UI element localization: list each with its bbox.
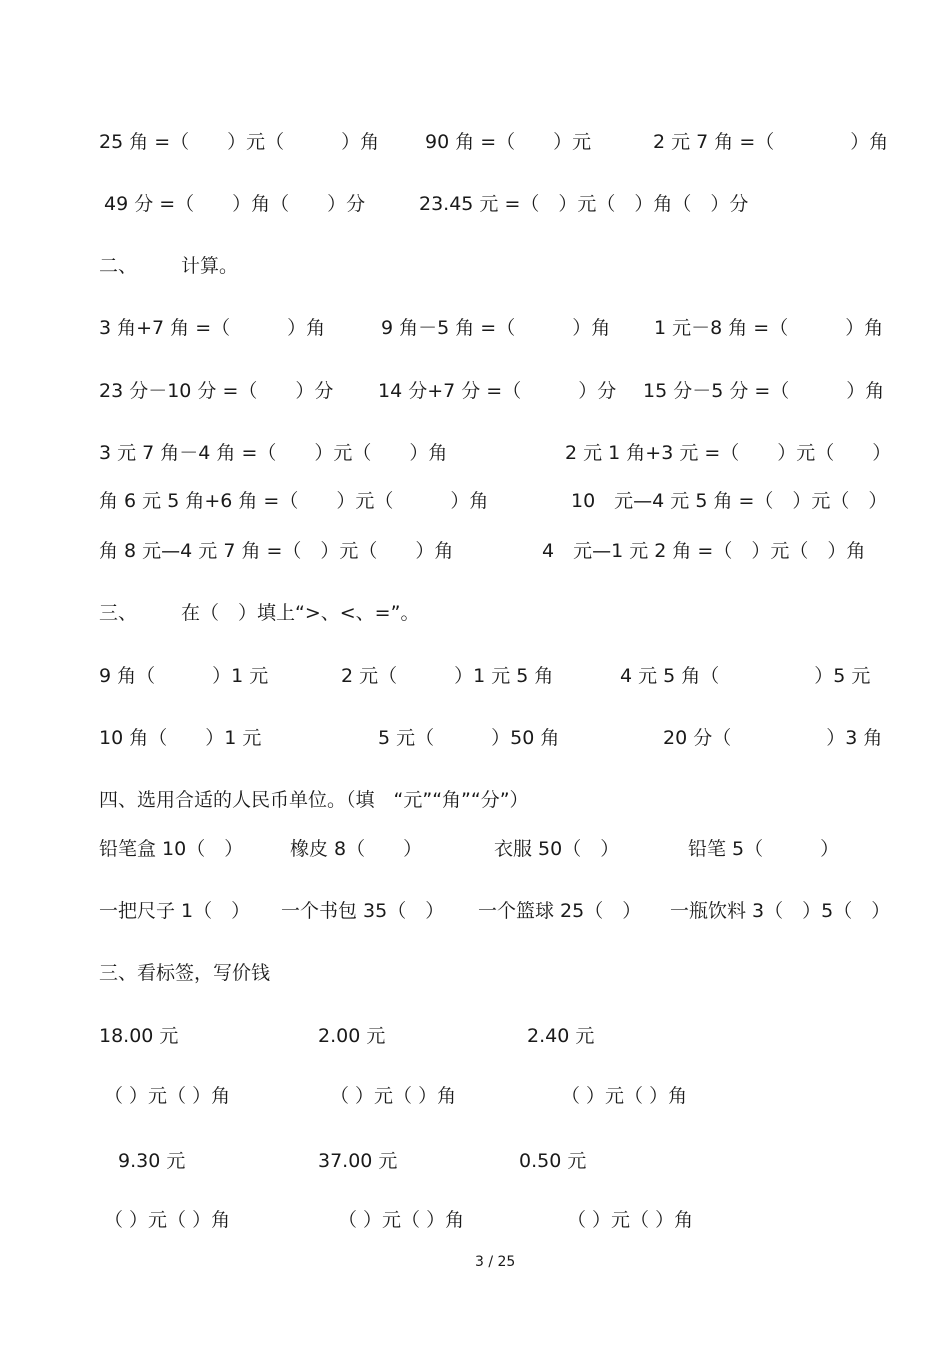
- worksheet-text-l04-1: 3 角+7 角 =（ ）角: [99, 317, 326, 339]
- worksheet-text-l01-2: 90 角 =（ ）元: [425, 131, 592, 153]
- worksheet-text-l04-2: 9 角－5 角 =（ ）角: [381, 317, 611, 339]
- worksheet-text-l05-3: 15 分－5 分 =（ ）角: [643, 380, 885, 402]
- worksheet-text-l19-1: （ ）元（ ）角: [104, 1209, 231, 1231]
- worksheet-text-l10-1: 9 角（ ）1 元: [99, 665, 269, 687]
- worksheet-text-l16-1: 18.00 元: [99, 1025, 179, 1047]
- worksheet-text-l18-2: 37.00 元: [318, 1150, 398, 1172]
- worksheet-text-l14-4: 一瓶饮料 3（ ）5（ ）: [670, 900, 891, 922]
- worksheet-text-l02-2: 23.45 元 =（ ）元（ ）角（ ）分: [419, 193, 749, 215]
- worksheet-text-l11-2: 5 元（ ）50 角: [378, 727, 560, 749]
- worksheet-text-l19-2: （ ）元（ ）角: [338, 1209, 465, 1231]
- worksheet-text-l18-3: 0.50 元: [519, 1150, 587, 1172]
- worksheet-text-l06-2: 2 元 1 角+3 元 =（ ）元（ ）: [565, 442, 892, 464]
- worksheet-text-l03-1: 二、: [99, 255, 138, 277]
- worksheet-text-l17-1: （ ）元（ ）角: [104, 1085, 231, 1107]
- worksheet-text-l17-3: （ ）元（ ）角: [561, 1085, 688, 1107]
- worksheet-text-l07-2: 10 元—4 元 5 角 =（ ）元（ ）: [571, 490, 888, 512]
- worksheet-text-l13-3: 衣服 50（ ）: [494, 838, 620, 860]
- worksheet-text-l16-2: 2.00 元: [318, 1025, 386, 1047]
- worksheet-text-l12-1: 四、选用合适的人民币单位。（填 “元”“角”“分”）: [99, 789, 529, 811]
- worksheet-text-l09-2: 在（ ）填上“>、<、=”。: [181, 602, 420, 624]
- page-number: 3 / 25: [475, 1254, 516, 1270]
- worksheet-text-l18-1: 9.30 元: [118, 1150, 186, 1172]
- worksheet-text-l06-1: 3 元 7 角－4 角 =（ ）元（ ）角: [99, 442, 448, 464]
- worksheet-text-l17-2: （ ）元（ ）角: [330, 1085, 457, 1107]
- worksheet-text-l08-2: 4 元—1 元 2 角 =（ ）元（ ）角: [542, 540, 866, 562]
- worksheet-text-l01-1: 25 角 =（ ）元（ ）角: [99, 131, 380, 153]
- worksheet-text-l14-1: 一把尺子 1（ ）: [99, 900, 251, 922]
- worksheet-text-l04-3: 1 元－8 角 =（ ）角: [654, 317, 884, 339]
- worksheet-text-l08-1: 角 8 元—4 元 7 角 =（ ）元（ ）角: [99, 540, 454, 562]
- worksheet-text-l09-1: 三、: [99, 602, 138, 624]
- worksheet-text-l02-1: 49 分 =（ ）角（ ）分: [104, 193, 366, 215]
- worksheet-text-l15-1: 三、看标签，写价钱: [99, 962, 271, 984]
- worksheet-text-l16-3: 2.40 元: [527, 1025, 595, 1047]
- worksheet-text-l01-3: 2 元 7 角 =（ ）角: [653, 131, 889, 153]
- worksheet-text-l13-4: 铅笔 5（ ）: [688, 838, 840, 860]
- worksheet-text-l03-2: 计算。: [181, 255, 239, 277]
- worksheet-text-l07-1: 角 6 元 5 角+6 角 =（ ）元（ ）角: [99, 490, 489, 512]
- worksheet-text-l11-3: 20 分（ ）3 角: [663, 727, 883, 749]
- worksheet-text-l19-3: （ ）元（ ）角: [567, 1209, 694, 1231]
- worksheet-text-l14-2: 一个书包 35（ ）: [281, 900, 445, 922]
- worksheet-text-l05-2: 14 分+7 分 =（ ）分: [378, 380, 617, 402]
- worksheet-text-l11-1: 10 角（ ）1 元: [99, 727, 262, 749]
- worksheet-text-l10-2: 2 元（ ）1 元 5 角: [341, 665, 554, 687]
- worksheet-text-l13-1: 铅笔盒 10（ ）: [99, 838, 244, 860]
- worksheet-text-l05-1: 23 分－10 分 =（ ）分: [99, 380, 334, 402]
- worksheet-text-l10-3: 4 元 5 角（ ）5 元: [620, 665, 871, 687]
- worksheet-text-l13-2: 橡皮 8（ ）: [290, 838, 423, 860]
- worksheet-text-l14-3: 一个篮球 25（ ）: [478, 900, 642, 922]
